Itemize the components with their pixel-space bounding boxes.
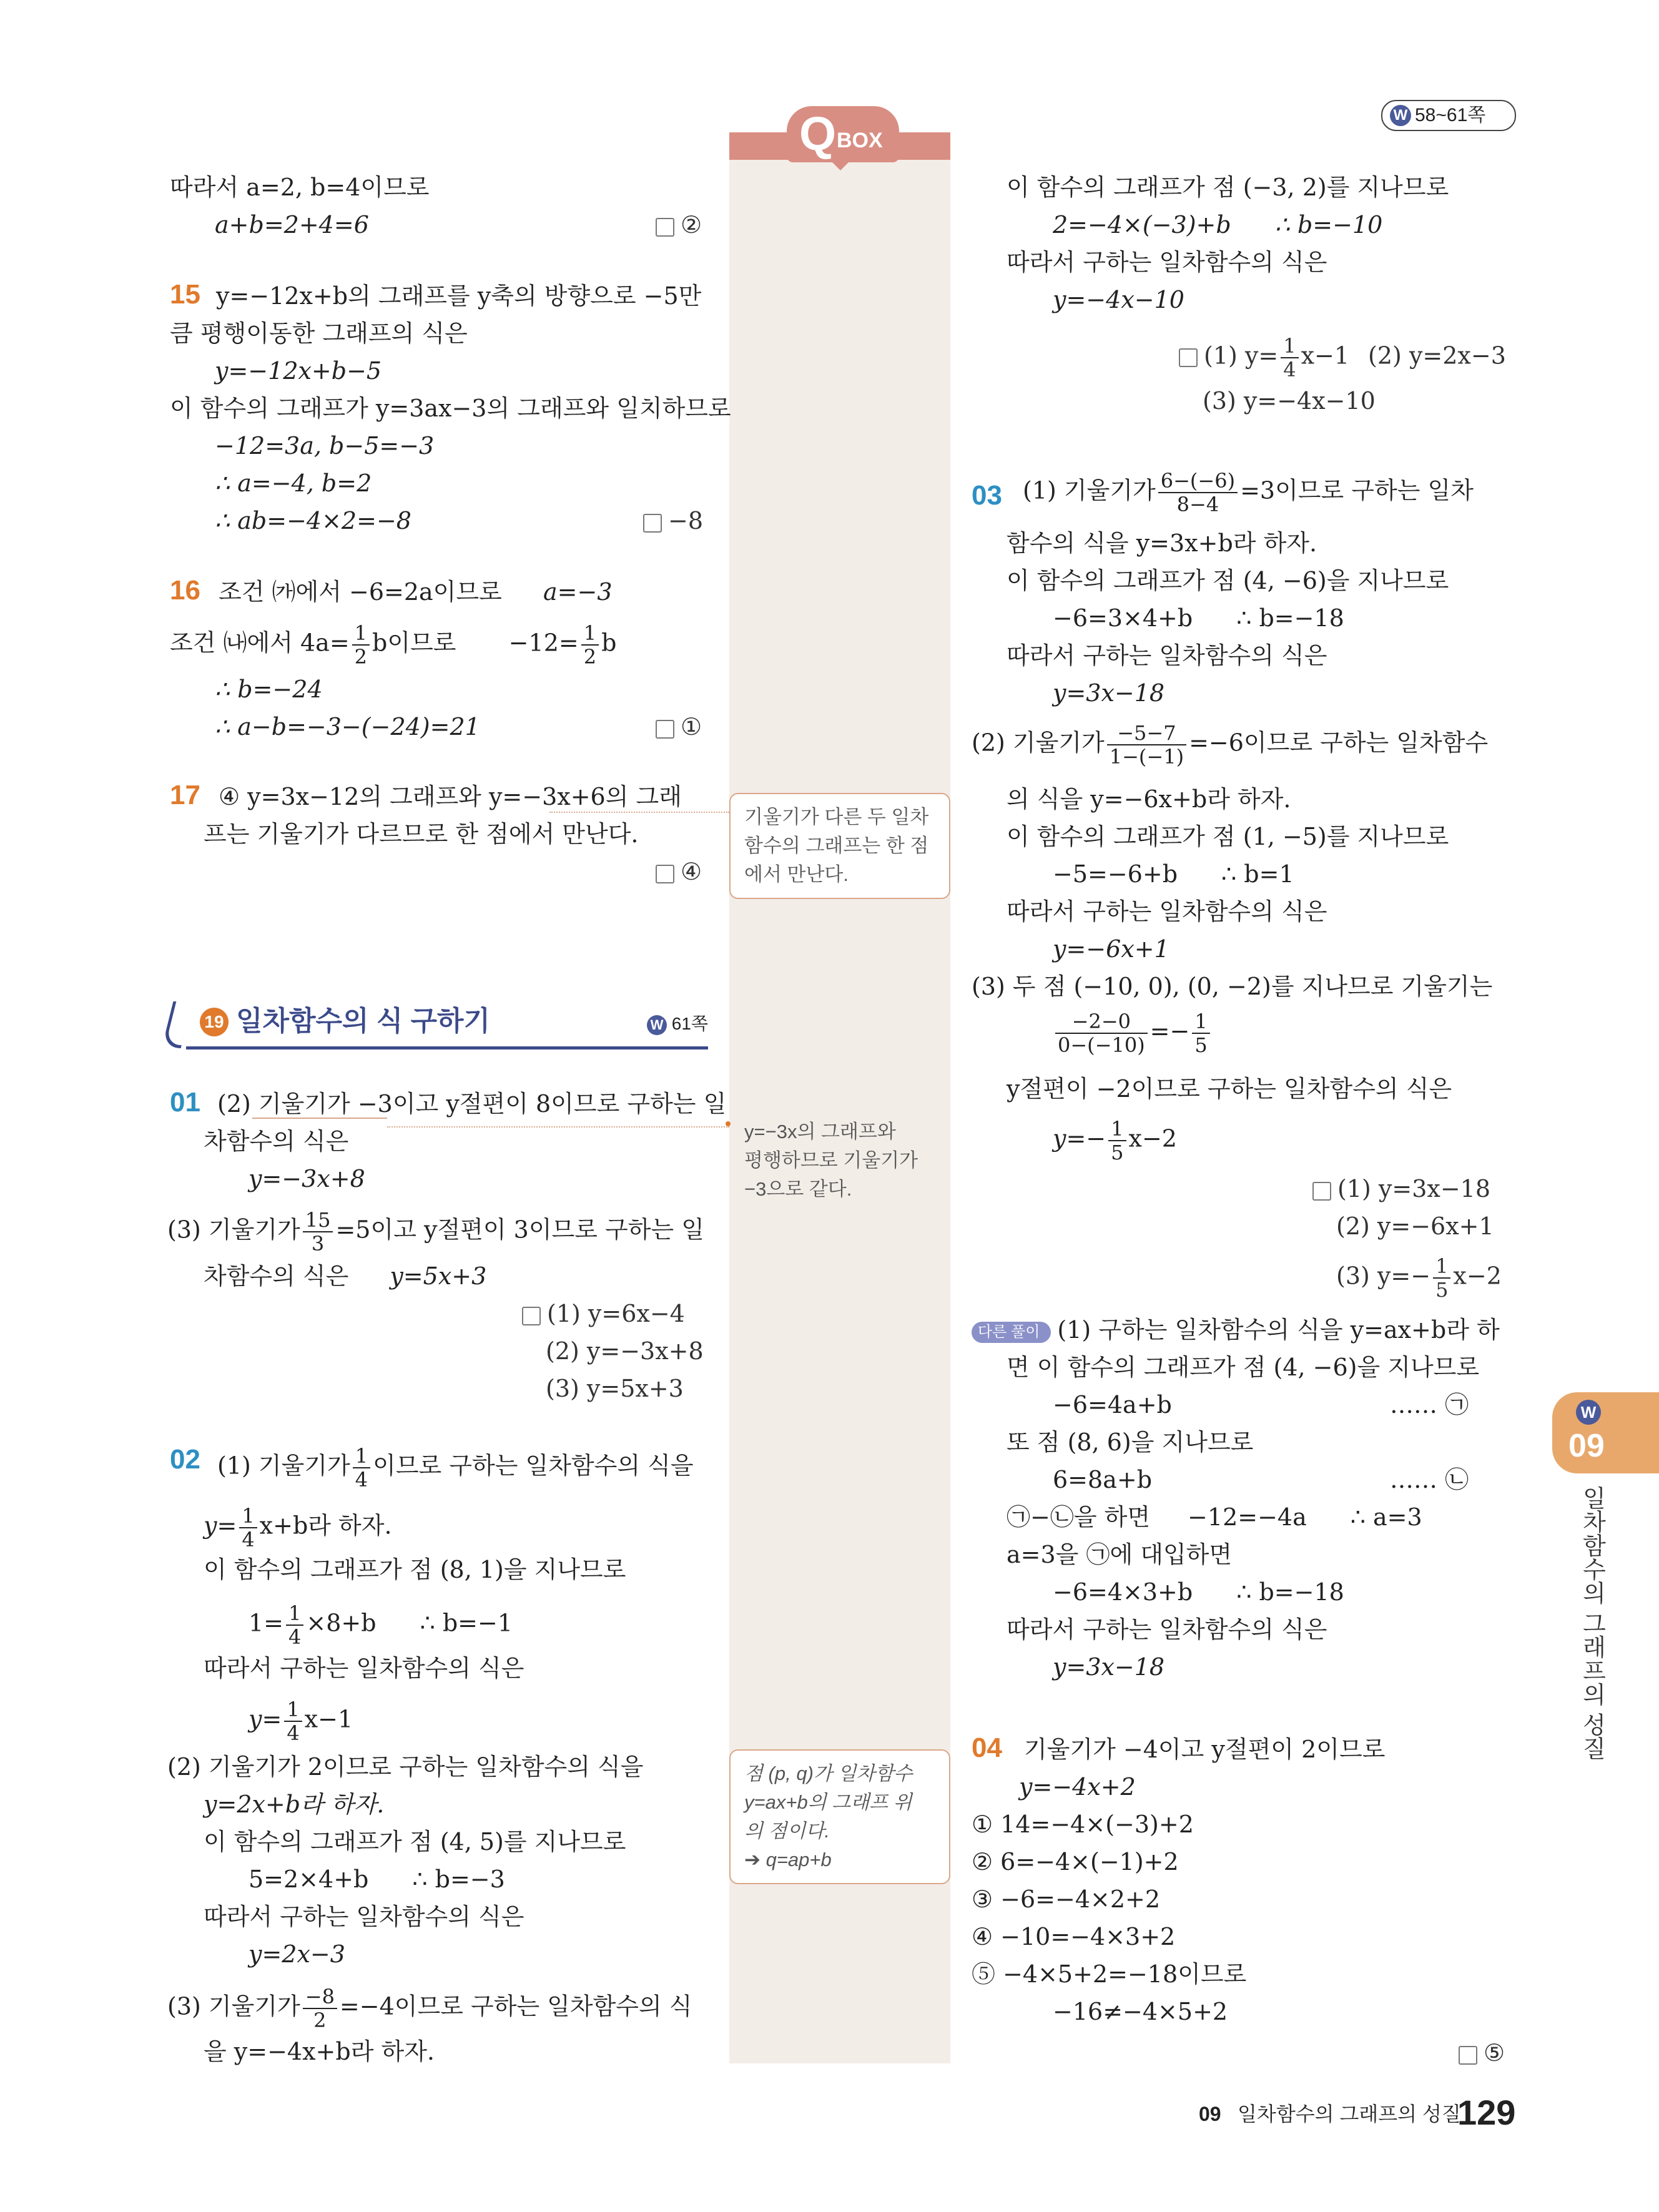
- choice-line: −16≠−4×5+2: [1053, 1998, 1228, 2025]
- text-line: y= $\frac{1}{4}$ x−1: [249, 1698, 353, 1745]
- answer-02-3: (3) y=−4x−10: [1203, 387, 1376, 415]
- qbox-logo: Q BOX: [787, 106, 899, 162]
- tip-note: y=−3x의 그래프와 평행하므로 기울기가 −3으로 같다.: [744, 1121, 918, 1200]
- footer: [1199, 2092, 1517, 2135]
- text-line: (2) 기울기가 2이므로 구하는 일차함수의 식을: [167, 1753, 644, 1781]
- answer-icon: [522, 1307, 541, 1325]
- choice-line: ① 14=−4×(−3)+2: [972, 1811, 1194, 1838]
- text-line: (1) 기울기가 $\frac{1}{4}$ 이므로 구하는 일차함수의 식을: [217, 1444, 694, 1492]
- text-line: y=2x−3: [249, 1940, 345, 1968]
- text-line: 2=−4×(−3)+b ∴ b=−10: [1053, 211, 1383, 238]
- text-line: 조건 ㈏에서 4a= $\frac{1}{2}$ b이므로 −12= $\frac{1}{2}$ b: [170, 621, 617, 669]
- text-line: 따라서 구하는 일차함수의 식은: [1007, 1616, 1327, 1643]
- answer-16: ①: [656, 712, 702, 742]
- problem-number: 02: [170, 1444, 200, 1475]
- text-line: −12=3a, b−5=−3: [215, 432, 435, 460]
- text-line: y=−4x+2: [1019, 1773, 1136, 1801]
- problem-number: 15: [170, 279, 200, 310]
- page-number: 129: [1457, 2093, 1516, 2132]
- text-line: 이 함수의 그래프가 점 (−3, 2)를 지나므로: [1007, 174, 1449, 201]
- footer-chapter: 09: [1199, 2103, 1221, 2125]
- text-line: 따라서 구하는 일차함수의 식은: [204, 1654, 524, 1682]
- text-line: −6=4×3+b ∴ b=−18: [1053, 1578, 1344, 1606]
- text-line: y=−12x+b의 그래프를 y축의 방향으로 −5만: [216, 282, 702, 310]
- answer-icon: [643, 514, 662, 533]
- text-line: (3) 두 점 (−10, 0), (0, −2)를 지나므로 기울기는: [972, 973, 1493, 1000]
- choice-line: ⑤ −4×5+2=−18이므로: [972, 1960, 1247, 1988]
- text-line: 이 함수의 그래프가 점 (1, −5)를 지나므로: [1007, 823, 1449, 850]
- text-line: 을 y=−4x+b라 하자.: [204, 2038, 435, 2065]
- text-line: a=−3: [543, 578, 613, 606]
- text-line: 또 점 (8, 6)을 지나므로: [1007, 1428, 1254, 1456]
- text-line: 차함수의 식은 y=5x+3: [204, 1262, 487, 1290]
- dotted-leader: [387, 1126, 729, 1128]
- text-line: 이 함수의 그래프가 점 (4, 5)를 지나므로: [204, 1828, 626, 1856]
- problem-number: 03: [972, 480, 1002, 511]
- text-line: 5=2×4+b ∴ b=−3: [249, 1865, 505, 1893]
- w-book-icon: W: [1576, 1400, 1601, 1425]
- text-line: y=−6x+1: [1053, 935, 1169, 963]
- alt-solution-line: 다른 풀이 (1) 구하는 일차함수의 식을 y=ax+b라 하: [972, 1315, 1500, 1345]
- w-book-icon: W: [1390, 105, 1411, 126]
- text-line: 차함수의 식은: [204, 1128, 349, 1155]
- problem-number: 16: [170, 575, 200, 606]
- text-line: (2) 기울기가 $\frac{-5-7}{1-(-1)}$ =−6이므로 구하는 일차함수: [972, 721, 1489, 769]
- text-line: 조건 ㈎에서 −6=2a이므로: [219, 578, 502, 606]
- answer-14: ②: [656, 210, 702, 240]
- text-line: y=− $\frac{1}{5}$ x−2: [1053, 1117, 1177, 1164]
- tip-box: 기울기가 다른 두 일차 함수의 그래프는 한 점 에서 만난다.: [729, 793, 950, 899]
- choice-line: ④ −10=−4×3+2: [972, 1923, 1176, 1950]
- answer-17: ④: [656, 857, 702, 887]
- text-line: a+b=2+4=6: [215, 211, 369, 238]
- tip-box: 점 (p, q)가 일차함수 y=ax+b의 그래프 위 의 점이다. ➔ q=ap+b: [729, 1749, 950, 1884]
- text-line: ㉠−㉡을 하면 −12=−4a ∴ a=3: [1007, 1503, 1422, 1531]
- section-bracket: [162, 1001, 193, 1048]
- problem-number: 01: [170, 1087, 200, 1118]
- chapter-number: 09: [1568, 1428, 1605, 1464]
- answer-icon: [656, 720, 674, 739]
- text-line: 의 식을 y=−6x+b라 하자.: [1007, 785, 1291, 813]
- text-line: 6=8a+b: [1053, 1466, 1153, 1493]
- text-line: …… ㉠: [1390, 1391, 1469, 1418]
- text-line: (2) 기울기가 −3이고 y절편이 8이므로 구하는 일: [217, 1090, 727, 1118]
- text-line: (3) 기울기가 $\frac{15}{3}$ =5이고 y절편이 3이므로 구하는 일: [167, 1208, 704, 1256]
- chapter-side-tab: [1552, 1392, 1659, 1473]
- text-line: 함수의 식을 y=3x+b라 하자.: [1007, 529, 1317, 557]
- answer-01-2: (2) y=−3x+8: [546, 1337, 704, 1365]
- answer-icon: [656, 865, 674, 883]
- page-range-text: 58~61쪽: [1415, 105, 1486, 125]
- text-line: 이 함수의 그래프가 점 (4, −6)을 지나므로: [1007, 567, 1449, 594]
- text-line: ④ y=3x−12의 그래프와 y=−3x+6의 그래: [219, 783, 682, 810]
- text-line: a=3을 ㉠에 대입하면: [1007, 1541, 1233, 1568]
- answer-04: ⑤: [1459, 2038, 1505, 2068]
- answer-01: (1) y=6x−4: [522, 1299, 685, 1329]
- text-line: ∴ a=−4, b=2: [215, 469, 372, 497]
- page-range-badge: [1381, 100, 1516, 131]
- answer-03: (1) y=3x−18: [1312, 1174, 1490, 1204]
- text-line: 이 함수의 그래프가 y=3ax−3의 그래프와 일치하므로: [170, 395, 731, 422]
- answer-01-3: (3) y=5x+3: [546, 1375, 684, 1402]
- text-line: y절편이 −2이므로 구하는 일차함수의 식은: [1007, 1075, 1452, 1103]
- answer-15: −8: [643, 506, 703, 536]
- section-page-ref: W 61쪽: [647, 1013, 708, 1035]
- text-line: −5=−6+b ∴ b=1: [1053, 860, 1294, 888]
- text-line: 기울기가 −4이고 y절편이 2이므로: [1024, 1736, 1386, 1763]
- text-line: 따라서 구하는 일차함수의 식은: [1007, 248, 1327, 276]
- text-line: y=−4x−10: [1053, 286, 1184, 313]
- text-line: −6=3×4+b ∴ b=−18: [1053, 604, 1344, 632]
- text-line: y=−12x+b−5: [215, 357, 382, 385]
- text-line: 1= $\frac{1}{4}$ ×8+b ∴ b=−1: [249, 1601, 513, 1649]
- answer-03-2: (2) y=−6x+1: [1336, 1212, 1494, 1240]
- section-header: [167, 999, 708, 1055]
- answer-03-3: (3) y=− $\frac{1}{5}$ x−2: [1336, 1254, 1502, 1302]
- text-line: 프는 기울기가 다르므로 한 점에서 만난다.: [204, 820, 639, 848]
- text-line: 따라서 구하는 일차함수의 식은: [1007, 898, 1327, 925]
- dotted-leader: [549, 812, 729, 813]
- problem-number: 17: [170, 780, 200, 810]
- alt-solution-badge: 다른 풀이: [972, 1322, 1051, 1343]
- section-underline: [186, 1046, 708, 1049]
- text-line: 따라서 구하는 일차함수의 식은: [204, 1903, 524, 1930]
- section-title: 일차함수의 식 구하기: [236, 1006, 490, 1036]
- text-line: ∴ a−b=−3−(−24)=21: [215, 713, 480, 740]
- text-line: …… ㉡: [1390, 1466, 1469, 1493]
- choice-line: ② 6=−4×(−1)+2: [972, 1848, 1179, 1875]
- text-line: 큼 평행이동한 그래프의 식은: [170, 320, 468, 347]
- text-line: (3) 기울기가 $\frac{-8}{2}$ =−4이므로 구하는 일차함수의 식: [167, 1985, 692, 2032]
- choice-line: ③ −6=−4×2+2: [972, 1885, 1161, 1913]
- text-line: y=3x−18: [1053, 1653, 1165, 1681]
- chapter-side-title: 일차함수의 그래프의 성질: [1578, 1486, 1605, 1761]
- answer-icon: [1312, 1182, 1331, 1201]
- footer-chapter-title: 일차함수의 그래프의 성질: [1238, 2103, 1461, 2125]
- answer-icon: [1459, 2046, 1477, 2065]
- text-line: 이 함수의 그래프가 점 (8, 1)을 지나므로: [204, 1556, 626, 1583]
- text-line: y= $\frac{1}{4}$ x+b라 하자.: [204, 1504, 392, 1551]
- text-line: y=−3x+8: [249, 1165, 365, 1192]
- text-line: y=2x+b라 하자.: [204, 1791, 385, 1818]
- tip-dot: [726, 1121, 731, 1126]
- text-line: 따라서 구하는 일차함수의 식은: [1007, 642, 1327, 669]
- text-line: ∴ b=−24: [215, 676, 323, 703]
- text-line: (1) 기울기가 $\frac{6-(-6)}{8-4}$ =3이므로 구하는 일차: [1023, 469, 1474, 516]
- answer-02: (1) y= $\frac{1}{4}$ x−1 (2) y=2x−3: [1179, 335, 1506, 381]
- text-line: ∴ ab=−4×2=−8: [215, 507, 411, 534]
- text-line: −6=4a+b: [1053, 1391, 1172, 1418]
- text-line: y=3x−18: [1053, 679, 1165, 707]
- w-book-icon: W: [647, 1015, 667, 1035]
- problem-number: 04: [972, 1733, 1002, 1763]
- text-line: 면 이 함수의 그래프가 점 (4, −6)을 지나므로: [1007, 1354, 1480, 1381]
- section-number-badge: 19: [200, 1008, 229, 1036]
- answer-icon: [656, 218, 674, 237]
- text-line: 따라서 a=2, b=4이므로: [170, 174, 430, 201]
- answer-icon: [1179, 348, 1198, 367]
- underline-mark: [252, 1118, 387, 1119]
- qbox-pointer: [829, 159, 852, 170]
- text-line: $\frac{-2-0}{0-(-10)}$ =− $\frac{1}{5}$: [1053, 1010, 1213, 1056]
